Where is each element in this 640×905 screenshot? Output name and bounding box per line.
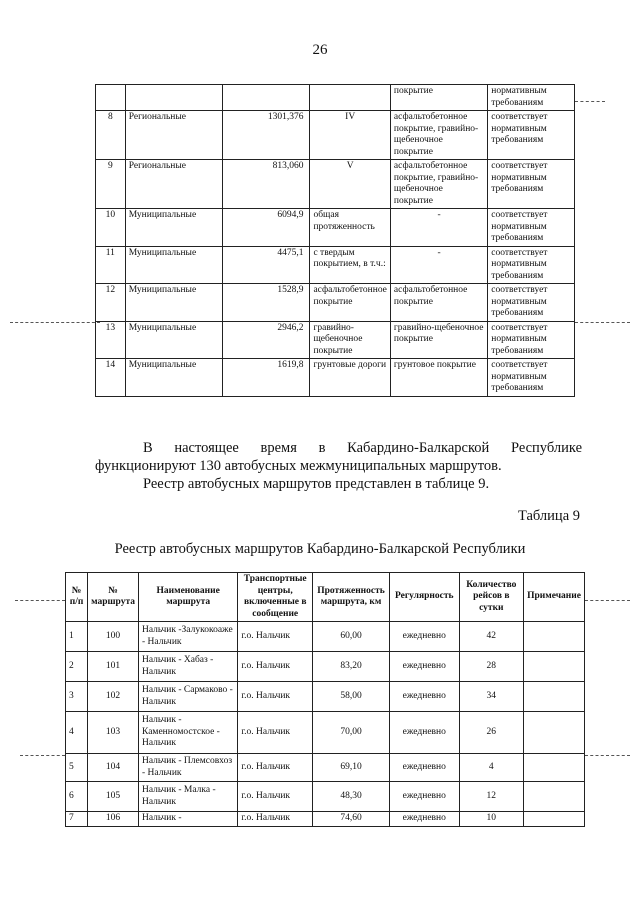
road-category: с твердым покрытием, в т.ч.:: [310, 246, 390, 284]
scan-artifact-line: [585, 600, 630, 601]
road-cover: асфальтобетонное покрытие, гравийно-щебеночное покрытие: [390, 160, 487, 209]
road-cover: грунтовое покрытие: [390, 359, 487, 397]
row-number: 6: [66, 782, 88, 812]
route-trips: 26: [459, 712, 524, 754]
table-cell: нормативным требованиям: [488, 85, 575, 111]
route-name: Нальчик - Каменномостское - Нальчик: [139, 712, 238, 754]
route-note: [524, 652, 585, 682]
road-category: грунтовые дороги: [310, 359, 390, 397]
road-type: Муниципальные: [125, 284, 222, 322]
table-cell: [222, 85, 310, 111]
road-type: Региональные: [125, 160, 222, 209]
route-length: 58,00: [313, 682, 390, 712]
scan-artifact-line: [10, 322, 100, 323]
route-name: Нальчик -: [139, 812, 238, 827]
road-cover: асфальтобетонное покрытие: [390, 284, 487, 322]
road-type: Региональные: [125, 111, 222, 160]
table-row: [66, 682, 585, 712]
header-trips-per-day: Количество рейсов в сутки: [459, 573, 524, 622]
route-trips: 28: [459, 652, 524, 682]
table-row: [96, 284, 575, 322]
scan-artifact-line: [585, 755, 630, 756]
road-cover: -: [390, 246, 487, 284]
road-type: Муниципальные: [125, 321, 222, 359]
route-note: [524, 754, 585, 782]
table-cell: [96, 85, 126, 111]
route-number: 100: [88, 622, 139, 652]
route-regularity: ежедневно: [390, 782, 460, 812]
roads-table: [95, 84, 575, 397]
row-number: 1: [66, 622, 88, 652]
table-cell: [125, 85, 222, 111]
row-number: 12: [96, 284, 126, 322]
table-row: [66, 754, 585, 782]
road-status: соответствует нормативным требованиям: [488, 160, 575, 209]
scan-artifact-line: [575, 322, 630, 323]
table-row: [96, 246, 575, 284]
header-note: Примечание: [524, 573, 585, 622]
table-row: [66, 782, 585, 812]
row-number: 13: [96, 321, 126, 359]
road-cover: -: [390, 209, 487, 247]
route-name: Нальчик -Залукокоаже - Нальчик: [139, 622, 238, 652]
road-length: 6094,9: [222, 209, 310, 247]
route-note: [524, 622, 585, 652]
route-regularity: ежедневно: [390, 754, 460, 782]
table-row: [66, 652, 585, 682]
road-length: 2946,2: [222, 321, 310, 359]
table-row: [96, 85, 575, 111]
route-hub: г.о. Нальчик: [238, 754, 313, 782]
table-cell: [310, 85, 390, 111]
route-length: 83,20: [313, 652, 390, 682]
route-length: 69,10: [313, 754, 390, 782]
route-number: 104: [88, 754, 139, 782]
header-regularity: Регулярность: [390, 573, 460, 622]
route-number: 102: [88, 682, 139, 712]
road-length: 4475,1: [222, 246, 310, 284]
route-number: 101: [88, 652, 139, 682]
table-row: [66, 622, 585, 652]
road-category: V: [310, 160, 390, 209]
route-name: Нальчик - Племсовхоз - Нальчик: [139, 754, 238, 782]
route-hub: г.о. Нальчик: [238, 652, 313, 682]
bus-routes-table: [65, 572, 585, 827]
table-row: [96, 160, 575, 209]
header-transport-hubs: Транспортные центры, включенные в сообщение: [238, 573, 313, 622]
route-trips: 4: [459, 754, 524, 782]
row-number: 10: [96, 209, 126, 247]
table-caption: Таблица 9: [517, 508, 580, 524]
road-type: Муниципальные: [125, 209, 222, 247]
route-note: [524, 812, 585, 827]
row-number: 14: [96, 359, 126, 397]
road-type: Муниципальные: [125, 246, 222, 284]
route-number: 106: [88, 812, 139, 827]
row-number: 9: [96, 160, 126, 209]
road-cover: асфальтобетонное покрытие, гравийно-щебеночное покрытие: [390, 111, 487, 160]
scan-artifact-line: [20, 755, 65, 756]
route-regularity: ежедневно: [390, 682, 460, 712]
route-hub: г.о. Нальчик: [238, 812, 313, 827]
paragraph-line-1: В настоящее время в Кабардино-Балкарской Республике: [143, 440, 582, 456]
road-status: соответствует нормативным требованиям: [488, 284, 575, 322]
table-header-row: [66, 573, 585, 622]
paragraph-line-3: Реестр автобусных маршрутов представлен в таблице 9.: [143, 476, 490, 492]
table-title: Реестр автобусных маршрутов Кабардино-Балкарской Республики: [114, 541, 526, 557]
route-length: 60,00: [313, 622, 390, 652]
road-status: соответствует нормативным требованиям: [488, 359, 575, 397]
road-category: асфальтобетонное покрытие: [310, 284, 390, 322]
header-number: № п/п: [66, 573, 88, 622]
table-row: [96, 111, 575, 160]
row-number: 3: [66, 682, 88, 712]
route-regularity: ежедневно: [390, 812, 460, 827]
route-trips: 10: [459, 812, 524, 827]
table-row: [66, 812, 585, 827]
header-route-length: Протяженность маршрута, км: [313, 573, 390, 622]
route-regularity: ежедневно: [390, 712, 460, 754]
route-name: Нальчик - Хабаз - Нальчик: [139, 652, 238, 682]
row-number: 11: [96, 246, 126, 284]
table-cell: покрытие: [390, 85, 487, 111]
route-hub: г.о. Нальчик: [238, 712, 313, 754]
road-category: IV: [310, 111, 390, 160]
row-number: 7: [66, 812, 88, 827]
road-status: соответствует нормативным требованиям: [488, 321, 575, 359]
header-route-name: Наименование маршрута: [139, 573, 238, 622]
route-regularity: ежедневно: [390, 622, 460, 652]
road-category: общая протяженность: [310, 209, 390, 247]
page-number: 26: [312, 42, 328, 58]
road-cover: гравийно-щебеночное покрытие: [390, 321, 487, 359]
route-trips: 34: [459, 682, 524, 712]
road-category: гравийно-щебеночное покрытие: [310, 321, 390, 359]
road-status: соответствует нормативным требованиям: [488, 246, 575, 284]
route-note: [524, 782, 585, 812]
road-status: соответствует нормативным требованиям: [488, 111, 575, 160]
road-type: Муниципальные: [125, 359, 222, 397]
route-hub: г.о. Нальчик: [238, 622, 313, 652]
table-row: [96, 359, 575, 397]
route-length: 48,30: [313, 782, 390, 812]
scan-artifact-line: [575, 101, 605, 102]
road-length: 1528,9: [222, 284, 310, 322]
table-row: [96, 321, 575, 359]
route-trips: 12: [459, 782, 524, 812]
route-regularity: ежедневно: [390, 652, 460, 682]
route-note: [524, 712, 585, 754]
road-status: соответствует нормативным требованиям: [488, 209, 575, 247]
route-hub: г.о. Нальчик: [238, 682, 313, 712]
paragraph-line-2: функционируют 130 автобусных межмуниципальных маршрутов.: [95, 458, 502, 474]
row-number: 4: [66, 712, 88, 754]
route-name: Нальчик - Сармаково - Нальчик: [139, 682, 238, 712]
route-trips: 42: [459, 622, 524, 652]
route-note: [524, 682, 585, 712]
route-name: Нальчик - Малка - Нальчик: [139, 782, 238, 812]
row-number: 5: [66, 754, 88, 782]
road-length: 1619,8: [222, 359, 310, 397]
road-length: 813,060: [222, 160, 310, 209]
scan-artifact-line: [15, 600, 65, 601]
table-row: [66, 712, 585, 754]
header-route-number: № маршрута: [88, 573, 139, 622]
row-number: 2: [66, 652, 88, 682]
road-length: 1301,376: [222, 111, 310, 160]
route-hub: г.о. Нальчик: [238, 782, 313, 812]
route-length: 74,60: [313, 812, 390, 827]
route-number: 105: [88, 782, 139, 812]
row-number: 8: [96, 111, 126, 160]
table-row: [96, 209, 575, 247]
route-length: 70,00: [313, 712, 390, 754]
route-number: 103: [88, 712, 139, 754]
